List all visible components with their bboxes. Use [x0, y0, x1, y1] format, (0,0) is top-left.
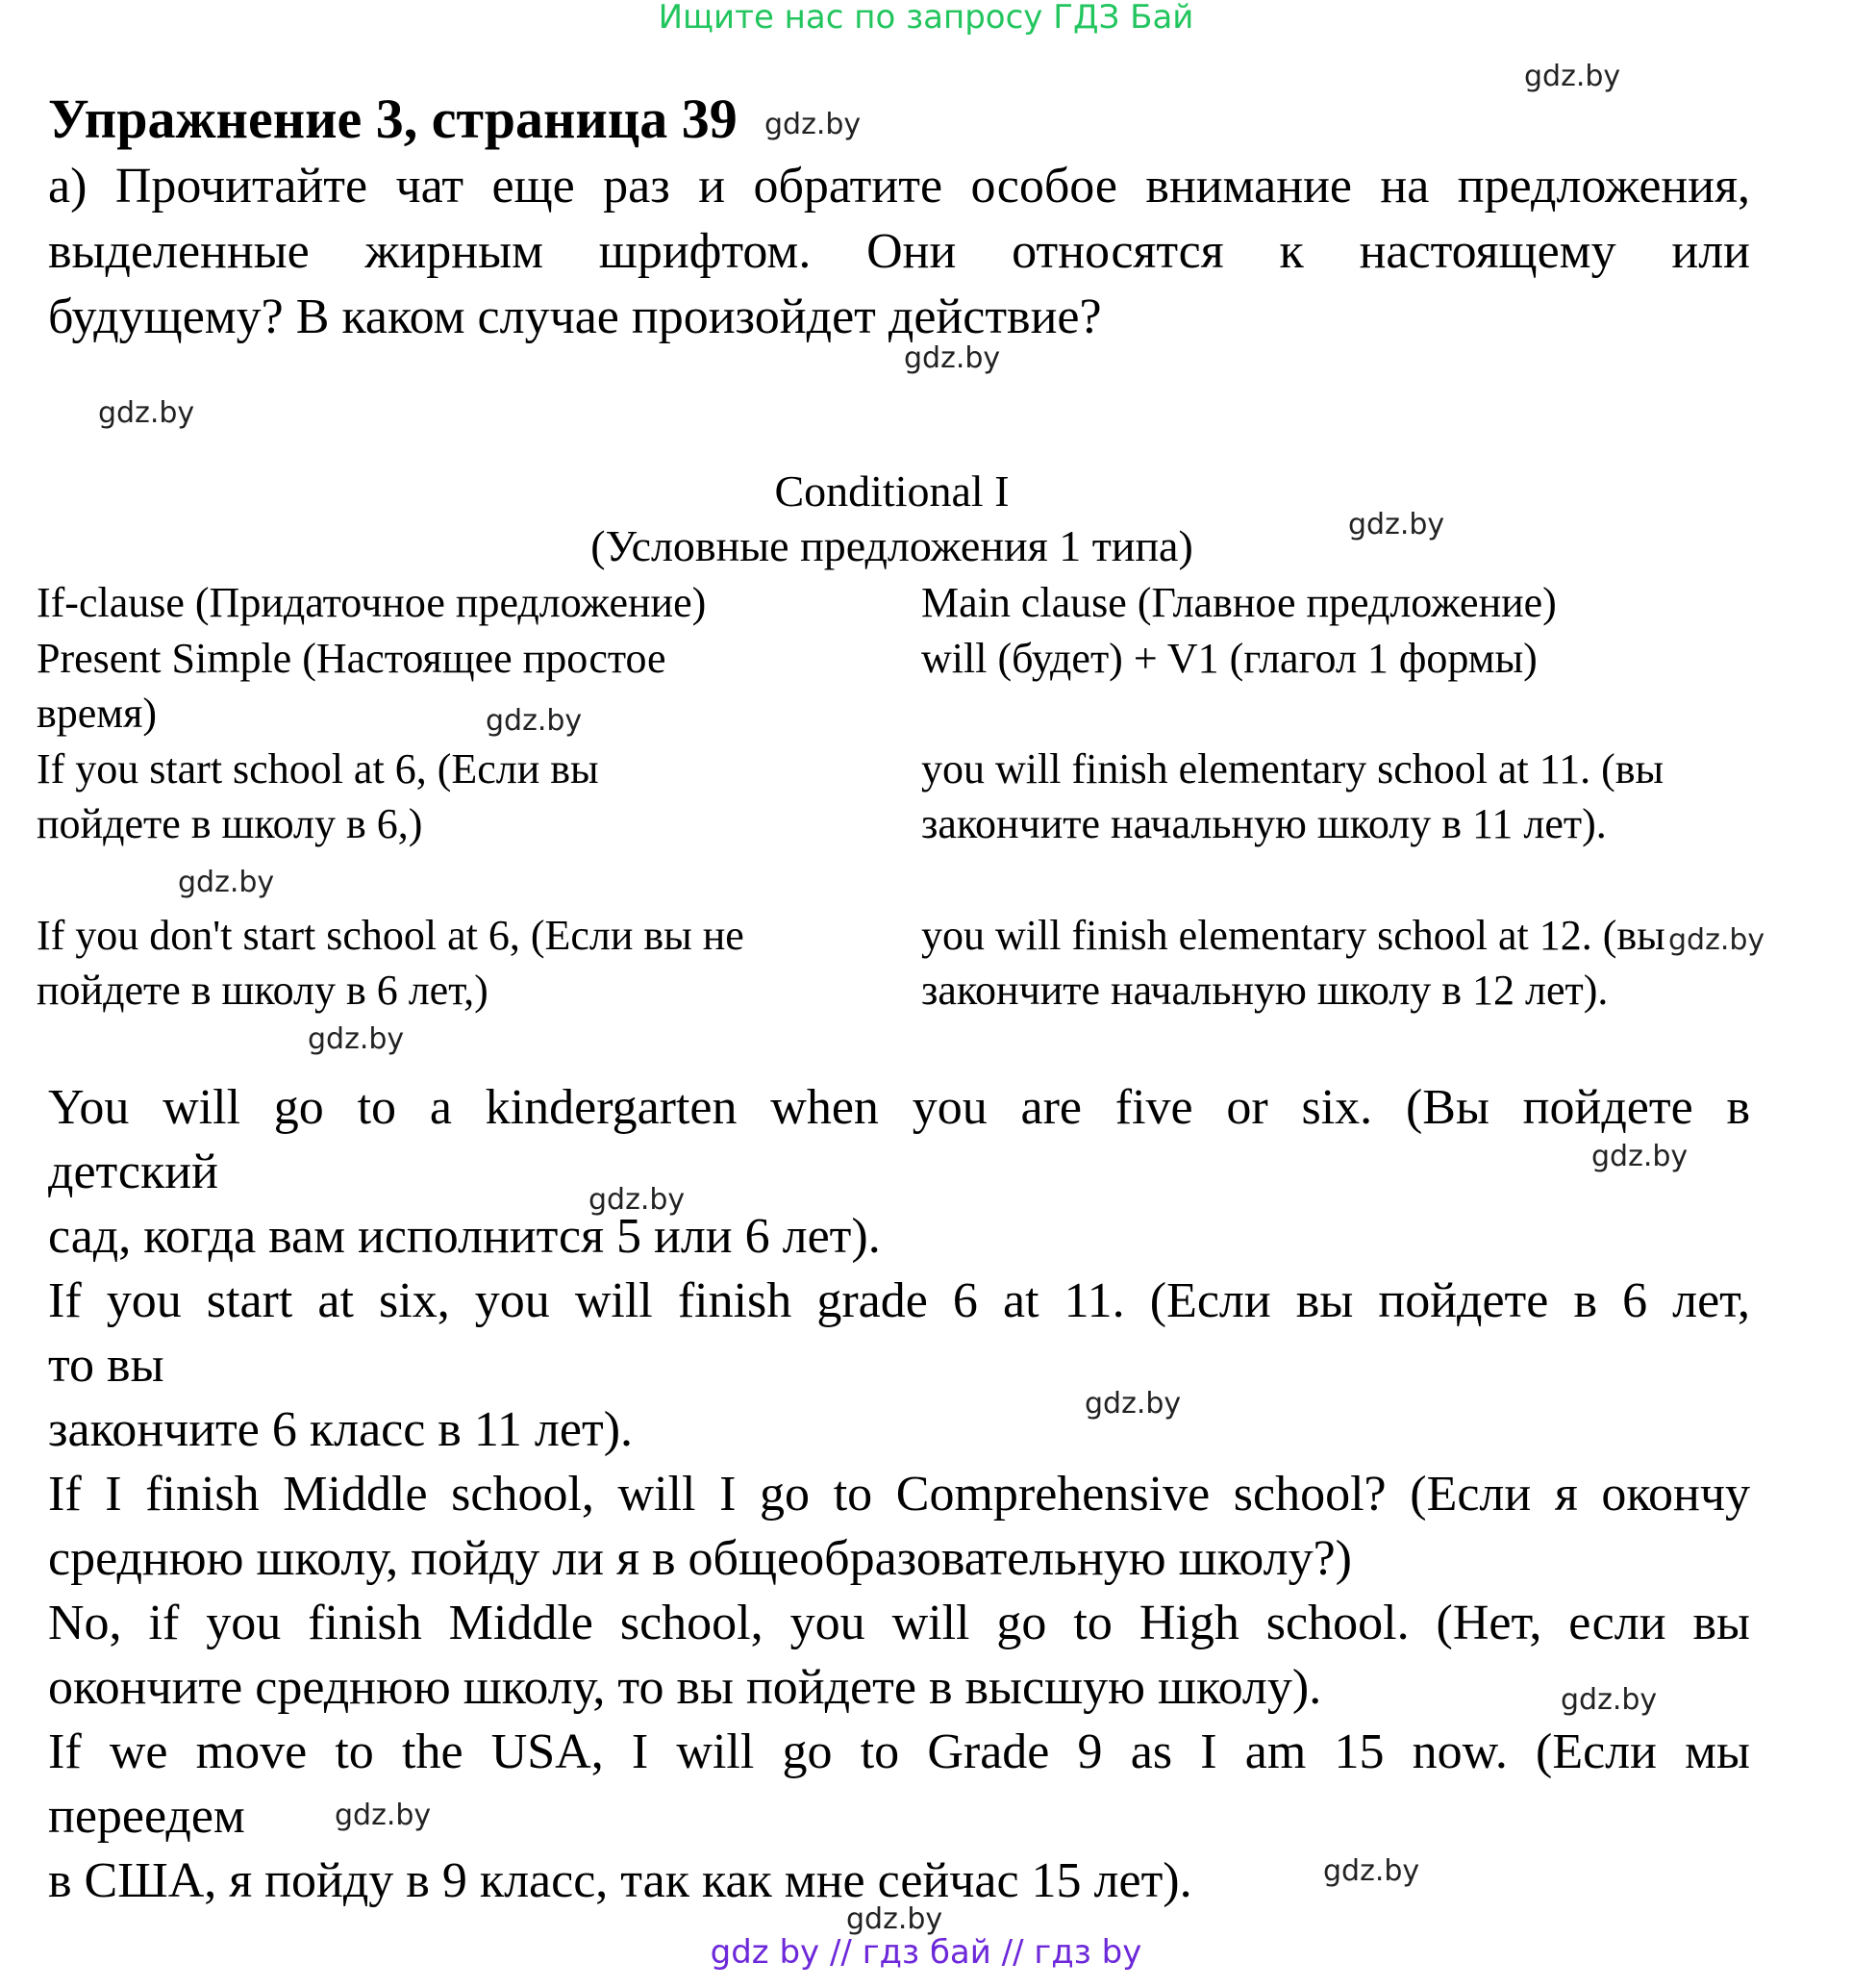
main-clause-cell: you will finish elementary school at 12. (вы закончите начальную школу в 12 лет). [921, 912, 1665, 1014]
sentence-line: закончите 6 класс в 11 лет). [48, 1402, 634, 1457]
sentence-line: в США, я пойду в 9 класс, так как мне сейчас 15 лет). [48, 1853, 1192, 1908]
task-line: выделенные жирным шрифтом. Они относятся к настоящему или [48, 224, 1750, 279]
watermark: gdz.by [1323, 1854, 1420, 1888]
task-line: будущему? В каком случае произойдет действие? [48, 289, 1102, 344]
watermark: gdz.by [1561, 1683, 1658, 1717]
watermark: gdz.by [486, 704, 583, 738]
footer-links[interactable]: gdz by // гдз бай // гдз by [710, 1933, 1142, 1972]
watermark: gdz.by [1668, 923, 1765, 957]
watermark: gdz.by [764, 108, 862, 141]
sentence-line: If I finish Middle school, will I go to Comprehensive school? (Если я окончу [48, 1467, 1750, 1522]
main-clause-cell: you will finish elementary school at 11. (вы закончите начальную школу в 11 лет). [921, 745, 1664, 847]
watermark: gdz.by [1348, 508, 1445, 541]
right-column-header: Main clause (Главное предложение) [921, 579, 1557, 626]
sentence-line: окончите среднюю школу, то вы пойдете в высшую школу). [48, 1660, 1322, 1715]
table-subheading: (Условные предложения 1 типа) [590, 521, 1193, 570]
sentence-line: No, if you finish Middle school, you will go to High school. (Нет, если вы [48, 1596, 1750, 1650]
watermark: gdz.by [1591, 1140, 1689, 1173]
sentence-line: If we move to the USA, I will go to Grade 9 as I am 15 now. (Если мы [48, 1724, 1750, 1779]
sentence-line: If you start at six, you will finish grade 6 at 11. (Если вы пойдете в 6 лет, [48, 1273, 1750, 1328]
sentence-block [48, 1075, 1750, 1913]
sentence-line: среднюю школу, пойду ли я в общеобразовательную школу?) [48, 1531, 1352, 1586]
top-banner[interactable]: Ищите нас по запросу ГДЗ Бай [658, 0, 1194, 37]
watermark: gdz.by [1085, 1387, 1182, 1421]
watermark: gdz.by [308, 1022, 405, 1056]
sentence-line: то вы [48, 1338, 164, 1393]
sentence-line: сад, когда вам исполнится 5 или 6 лет). [48, 1209, 881, 1264]
left-form: Present Simple (Настоящее простое время) [37, 635, 666, 737]
watermark: gdz.by [1524, 60, 1621, 93]
watermark: gdz.by [846, 1902, 943, 1936]
watermark: gdz.by [178, 866, 275, 899]
exercise-title: Упражнение 3, страница 39 [48, 88, 738, 150]
sentence-line: You will go to a kindergarten when you are five or six. (Вы пойдете в [48, 1080, 1750, 1135]
task-text [48, 154, 1750, 350]
watermark: gdz.by [98, 396, 195, 430]
if-clause-cell: If you don't start school at 6, (Если вы не пойдете в школу в 6 лет,) [37, 912, 744, 1014]
sentence-line: детский [48, 1145, 218, 1199]
watermark: gdz.by [588, 1183, 686, 1217]
if-clause-cell: If you start school at 6, (Если вы пойдете в школу в 6,) [37, 745, 599, 847]
left-column-header: If-clause (Придаточное предложение) [37, 579, 707, 626]
watermark: gdz.by [904, 341, 1001, 375]
sentence-line: переедем [48, 1789, 245, 1844]
table-heading: Conditional I [774, 466, 1010, 516]
task-line: а) Прочитайте чат еще раз и обратите особое внимание на предложения, [48, 159, 1750, 214]
right-form: will (будет) + V1 (глагол 1 формы) [921, 635, 1538, 682]
watermark: gdz.by [335, 1799, 432, 1832]
